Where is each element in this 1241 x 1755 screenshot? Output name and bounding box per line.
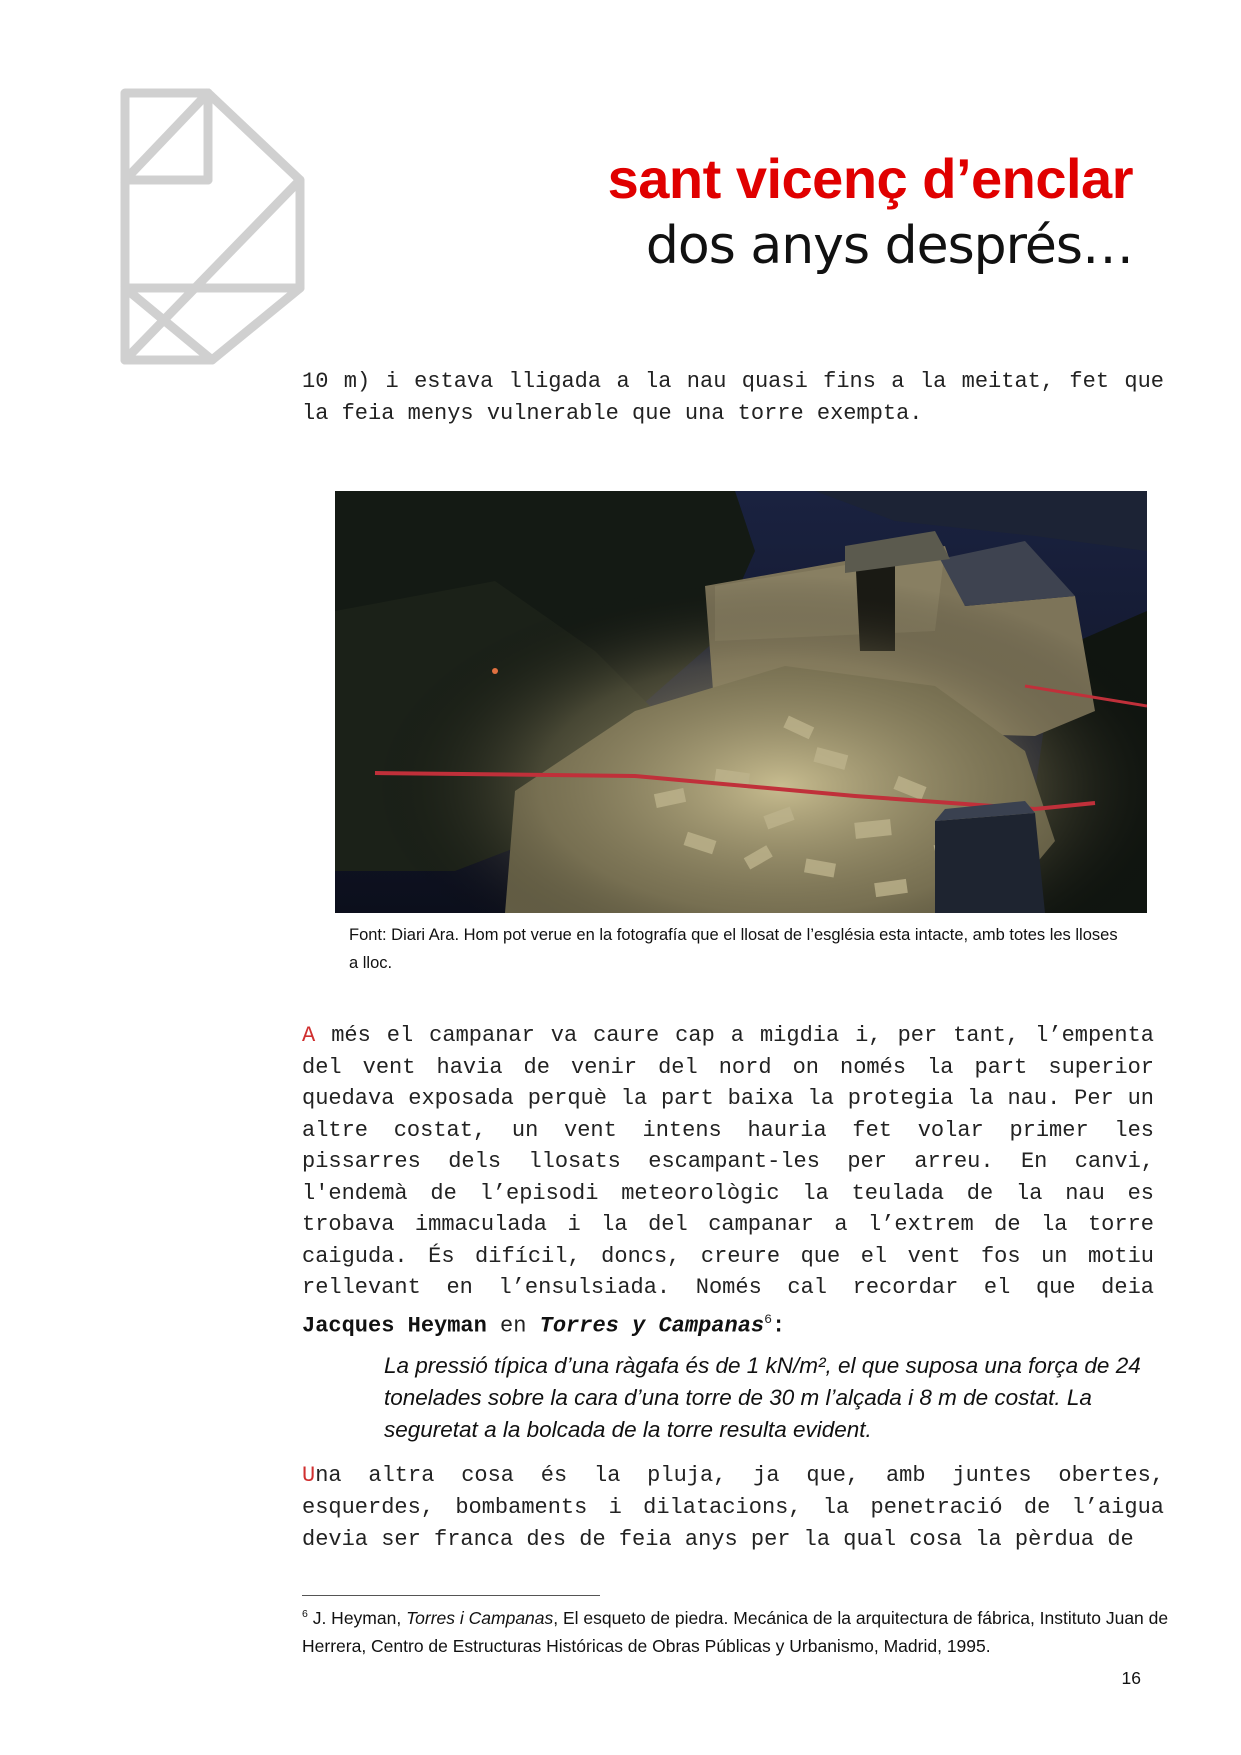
footnote-number: 6 bbox=[302, 1608, 308, 1620]
book-title bbox=[540, 1313, 764, 1338]
photo-caption: Font: Diari Ara. Hom pot verue en la fotografía que el llosat de l’església esta intacte, amb totes les lloses a lloc. bbox=[349, 926, 1118, 972]
connector-text: en bbox=[486, 1312, 540, 1338]
paragraph-body bbox=[302, 1020, 1154, 1341]
book-title-text: Torres y Campanas bbox=[539, 1312, 765, 1338]
footnote bbox=[302, 1600, 1172, 1660]
page-number: 16 bbox=[1121, 1668, 1141, 1688]
author-name: Jacques Heyman bbox=[302, 1312, 487, 1338]
paragraph-text: més el campanar va caure cap a migdia i, per tant, l’empenta del vent havia de venir del nord on només la part superior quedava exposada perquè la part baixa la protegia la nau. Per un altre costat, un vent intens hauria fet volar primer les pissarres dels llosats escampant-les per arreu. En canvi, l'endemà de l’episodi meteorològic la teulada de la nau es trobava immaculada i la del campanar a l’extrem de la torre caiguda. És difícil, doncs, creure que el vent fos un motiu rellevant en l’ensulsiada. Només cal recordar el que deia bbox=[302, 1023, 1154, 1300]
paragraph-intro: 10 m) i estava lligada a la nau quasi fins a la meitat, fet que la feia menys vulnerable que una torre exempta. bbox=[302, 369, 1164, 426]
footnote-pre: J. Heyman, bbox=[307, 1607, 407, 1628]
footnote-post: , El esqueto de piedra. Mecánica de la arquitectura de fábrica, Instituto Juan de Herrera, Centro de Estructuras Históricas de Obras Públicas y Urbanismo, Madrid, 1995. bbox=[302, 1607, 1169, 1656]
footnote-title: Torres i Campanas bbox=[406, 1607, 554, 1628]
page-subtitle: dos anys després… bbox=[645, 216, 1133, 276]
page-title: sant vicenç d’enclar bbox=[607, 147, 1133, 210]
collapsed-church-photo bbox=[335, 491, 1147, 913]
block-quote: La pressió típica d’una ràgafa és de 1 kN/m², el que suposa una força de 24 tonelades sobre la cara d’una torre de 30 m l’alçada i 8 m de costat. La seguretat a la bolcada de la torre resulta evident. bbox=[384, 1353, 1141, 1442]
document-logo-icon bbox=[120, 88, 310, 370]
footnote-ref: 6 bbox=[764, 1311, 773, 1327]
drop-initial: A bbox=[302, 1023, 316, 1048]
paragraph-text: na altra cosa és la pluja, ja que, amb juntes obertes, esquerdes, bombaments i dilatacions, la penetració de l’aigua devia ser franca des de feia anys per la qual cosa la pèrdua de bbox=[302, 1463, 1164, 1552]
colon: : bbox=[772, 1312, 786, 1338]
drop-initial: U bbox=[302, 1463, 316, 1488]
footnote-divider bbox=[302, 1595, 600, 1596]
paragraph-continued bbox=[302, 1460, 1164, 1556]
